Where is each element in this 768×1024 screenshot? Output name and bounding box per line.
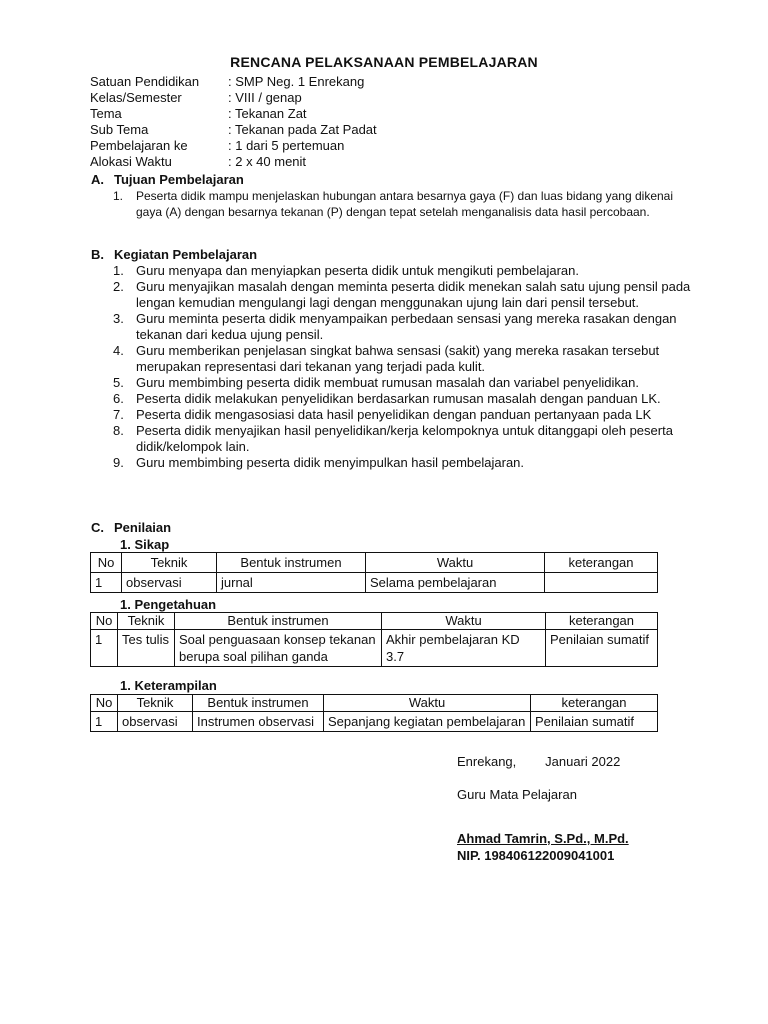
column-header: No bbox=[91, 553, 122, 573]
meta-row-tema bbox=[90, 106, 377, 122]
list-item bbox=[113, 343, 703, 375]
column-header: Waktu bbox=[324, 695, 531, 712]
table-row bbox=[91, 573, 658, 593]
list-item bbox=[113, 391, 703, 407]
item-text: Guru membimbing peserta didik menyimpulkan hasil pembelajaran. bbox=[136, 455, 525, 470]
list-item bbox=[113, 263, 703, 279]
table-header-row bbox=[91, 553, 658, 573]
table-cell: 1 bbox=[91, 630, 118, 667]
column-header: Bentuk instrumen bbox=[193, 695, 324, 712]
list-item bbox=[113, 311, 703, 343]
table-cell: 1 bbox=[91, 712, 118, 732]
column-header: No bbox=[91, 695, 118, 712]
activities-list bbox=[113, 263, 703, 471]
pengetahuan-table bbox=[90, 612, 658, 667]
item-number: 1. bbox=[113, 263, 124, 278]
table-cell: Instrumen observasi bbox=[193, 712, 324, 732]
meta-value: : Tekanan pada Zat Padat bbox=[228, 122, 377, 137]
table-cell: Penilaian sumatif bbox=[546, 630, 658, 667]
objectives-list bbox=[113, 188, 673, 220]
list-item bbox=[113, 455, 703, 471]
column-header: Waktu bbox=[366, 553, 545, 573]
section-a-heading bbox=[91, 172, 244, 187]
column-header: Waktu bbox=[382, 613, 546, 630]
table-cell: Penilaian sumatif bbox=[531, 712, 658, 732]
meta-value: : SMP Neg. 1 Enrekang bbox=[228, 74, 365, 89]
document-title: RENCANA PELAKSANAAN PEMBELAJARAN bbox=[230, 54, 538, 70]
section-b-heading bbox=[91, 247, 257, 262]
keterampilan-heading: 1. Keterampilan bbox=[120, 678, 217, 693]
list-item bbox=[113, 423, 703, 455]
item-number: 4. bbox=[113, 343, 124, 358]
item-number: 6. bbox=[113, 391, 124, 406]
meta-row-pembelajaran bbox=[90, 138, 377, 154]
meta-row-kelas bbox=[90, 90, 377, 106]
table-header-row bbox=[91, 695, 658, 712]
table-cell: Tes tulis bbox=[118, 630, 175, 667]
item-number: 2. bbox=[113, 279, 124, 294]
table-cell: Selama pembelajaran bbox=[366, 573, 545, 593]
column-header: Bentuk instrumen bbox=[217, 553, 366, 573]
meta-label: Alokasi Waktu bbox=[90, 154, 172, 169]
meta-label: Sub Tema bbox=[90, 122, 149, 137]
meta-label: Kelas/Semester bbox=[90, 90, 182, 105]
meta-row-subtema bbox=[90, 122, 377, 138]
column-header: Teknik bbox=[118, 613, 175, 630]
meta-label: Tema bbox=[90, 106, 122, 121]
table-cell: observasi bbox=[118, 712, 193, 732]
meta-label: Pembelajaran ke bbox=[90, 138, 188, 153]
sikap-heading: 1. Sikap bbox=[120, 537, 170, 552]
signature-place-date: Enrekang, Januari 2022 bbox=[457, 754, 621, 769]
table-cell: Soal penguasaan konsep tekanan berupa soal pilihan ganda bbox=[175, 630, 382, 667]
column-header: Teknik bbox=[118, 695, 193, 712]
keterampilan-table bbox=[90, 694, 658, 732]
section-title: Penilaian bbox=[114, 520, 172, 535]
item-text: Guru memberikan penjelasan singkat bahwa sensasi (sakit) yang mereka rasakan tersebut merupakan representasi dari tekanan yang terjadi pada kulit. bbox=[136, 343, 660, 374]
item-text: Peserta didik mampu menjelaskan hubungan antara besarnya gaya (F) dan luas bidang yang dikenai gaya (A) dengan besarnya tekanan (P) dengan tepat setelah menganalisis data hasil percobaan. bbox=[136, 189, 674, 219]
item-number: 3. bbox=[113, 311, 124, 326]
item-number: 7. bbox=[113, 407, 124, 422]
item-text: Peserta didik menyajikan hasil penyelidikan/kerja kelompoknya untuk ditanggapi oleh peserta didik/kelompok lain. bbox=[136, 423, 673, 454]
item-text: Peserta didik mengasosiasi data hasil penyelidikan dengan panduan pertanyaan pada LK bbox=[136, 407, 652, 422]
table-row bbox=[91, 630, 658, 667]
item-text: Peserta didik melakukan penyelidikan berdasarkan rumusan masalah dengan panduan LK. bbox=[136, 391, 661, 406]
section-title: Tujuan Pembelajaran bbox=[114, 172, 244, 187]
identity-block bbox=[90, 74, 377, 170]
table-cell bbox=[545, 573, 658, 593]
table-cell: jurnal bbox=[217, 573, 366, 593]
list-item bbox=[113, 188, 673, 220]
item-text: Guru menyapa dan menyiapkan peserta didik untuk mengikuti pembelajaran. bbox=[136, 263, 579, 278]
column-header: Bentuk instrumen bbox=[175, 613, 382, 630]
item-text: Guru membimbing peserta didik membuat rumusan masalah dan variabel penyelidikan. bbox=[136, 375, 639, 390]
item-number: 1. bbox=[113, 189, 124, 203]
section-letter: C. bbox=[91, 520, 104, 535]
table-cell: Sepanjang kegiatan pembelajaran bbox=[324, 712, 531, 732]
signature-name: Ahmad Tamrin, S.Pd., M.Pd. bbox=[457, 831, 629, 846]
section-title: Kegiatan Pembelajaran bbox=[114, 247, 258, 262]
table-cell: 1 bbox=[91, 573, 122, 593]
column-header: keterangan bbox=[546, 613, 658, 630]
sikap-table bbox=[90, 552, 658, 593]
table-row bbox=[91, 712, 658, 732]
signature-role: Guru Mata Pelajaran bbox=[457, 787, 577, 802]
meta-value: : 1 dari 5 pertemuan bbox=[228, 138, 345, 153]
item-number: 8. bbox=[113, 423, 124, 438]
column-header: No bbox=[91, 613, 118, 630]
section-c-heading bbox=[91, 520, 171, 535]
list-item bbox=[113, 375, 703, 391]
list-item bbox=[113, 279, 703, 311]
section-letter: B. bbox=[91, 247, 104, 262]
section-letter: A. bbox=[91, 172, 104, 187]
table-cell: observasi bbox=[122, 573, 217, 593]
meta-row-satuan bbox=[90, 74, 377, 90]
table-header-row bbox=[91, 613, 658, 630]
item-number: 9. bbox=[113, 455, 124, 470]
item-text: Guru meminta peserta didik menyampaikan perbedaan sensasi yang mereka rasakan dengan tekanan dari kedua ujung pensil. bbox=[136, 311, 677, 342]
column-header: keterangan bbox=[531, 695, 658, 712]
column-header: Teknik bbox=[122, 553, 217, 573]
item-text: Guru menyajikan masalah dengan meminta peserta didik menekan salah satu ujung pensil pada lengan kemudian mengulangi lagi dengan menggunakan ujung lain dari pensil tersebut. bbox=[136, 279, 691, 310]
meta-value: : Tekanan Zat bbox=[228, 106, 307, 121]
meta-value: : 2 x 40 menit bbox=[228, 154, 307, 169]
meta-row-alokasi bbox=[90, 154, 377, 170]
list-item bbox=[113, 407, 703, 423]
meta-label: Satuan Pendidikan bbox=[90, 74, 200, 89]
meta-value: : VIII / genap bbox=[228, 90, 302, 105]
signature-nip: NIP. 198406122009041001 bbox=[457, 848, 615, 863]
table-cell: Akhir pembelajaran KD 3.7 bbox=[382, 630, 546, 667]
pengetahuan-heading: 1. Pengetahuan bbox=[120, 597, 217, 612]
column-header: keterangan bbox=[545, 553, 658, 573]
item-number: 5. bbox=[113, 375, 124, 390]
